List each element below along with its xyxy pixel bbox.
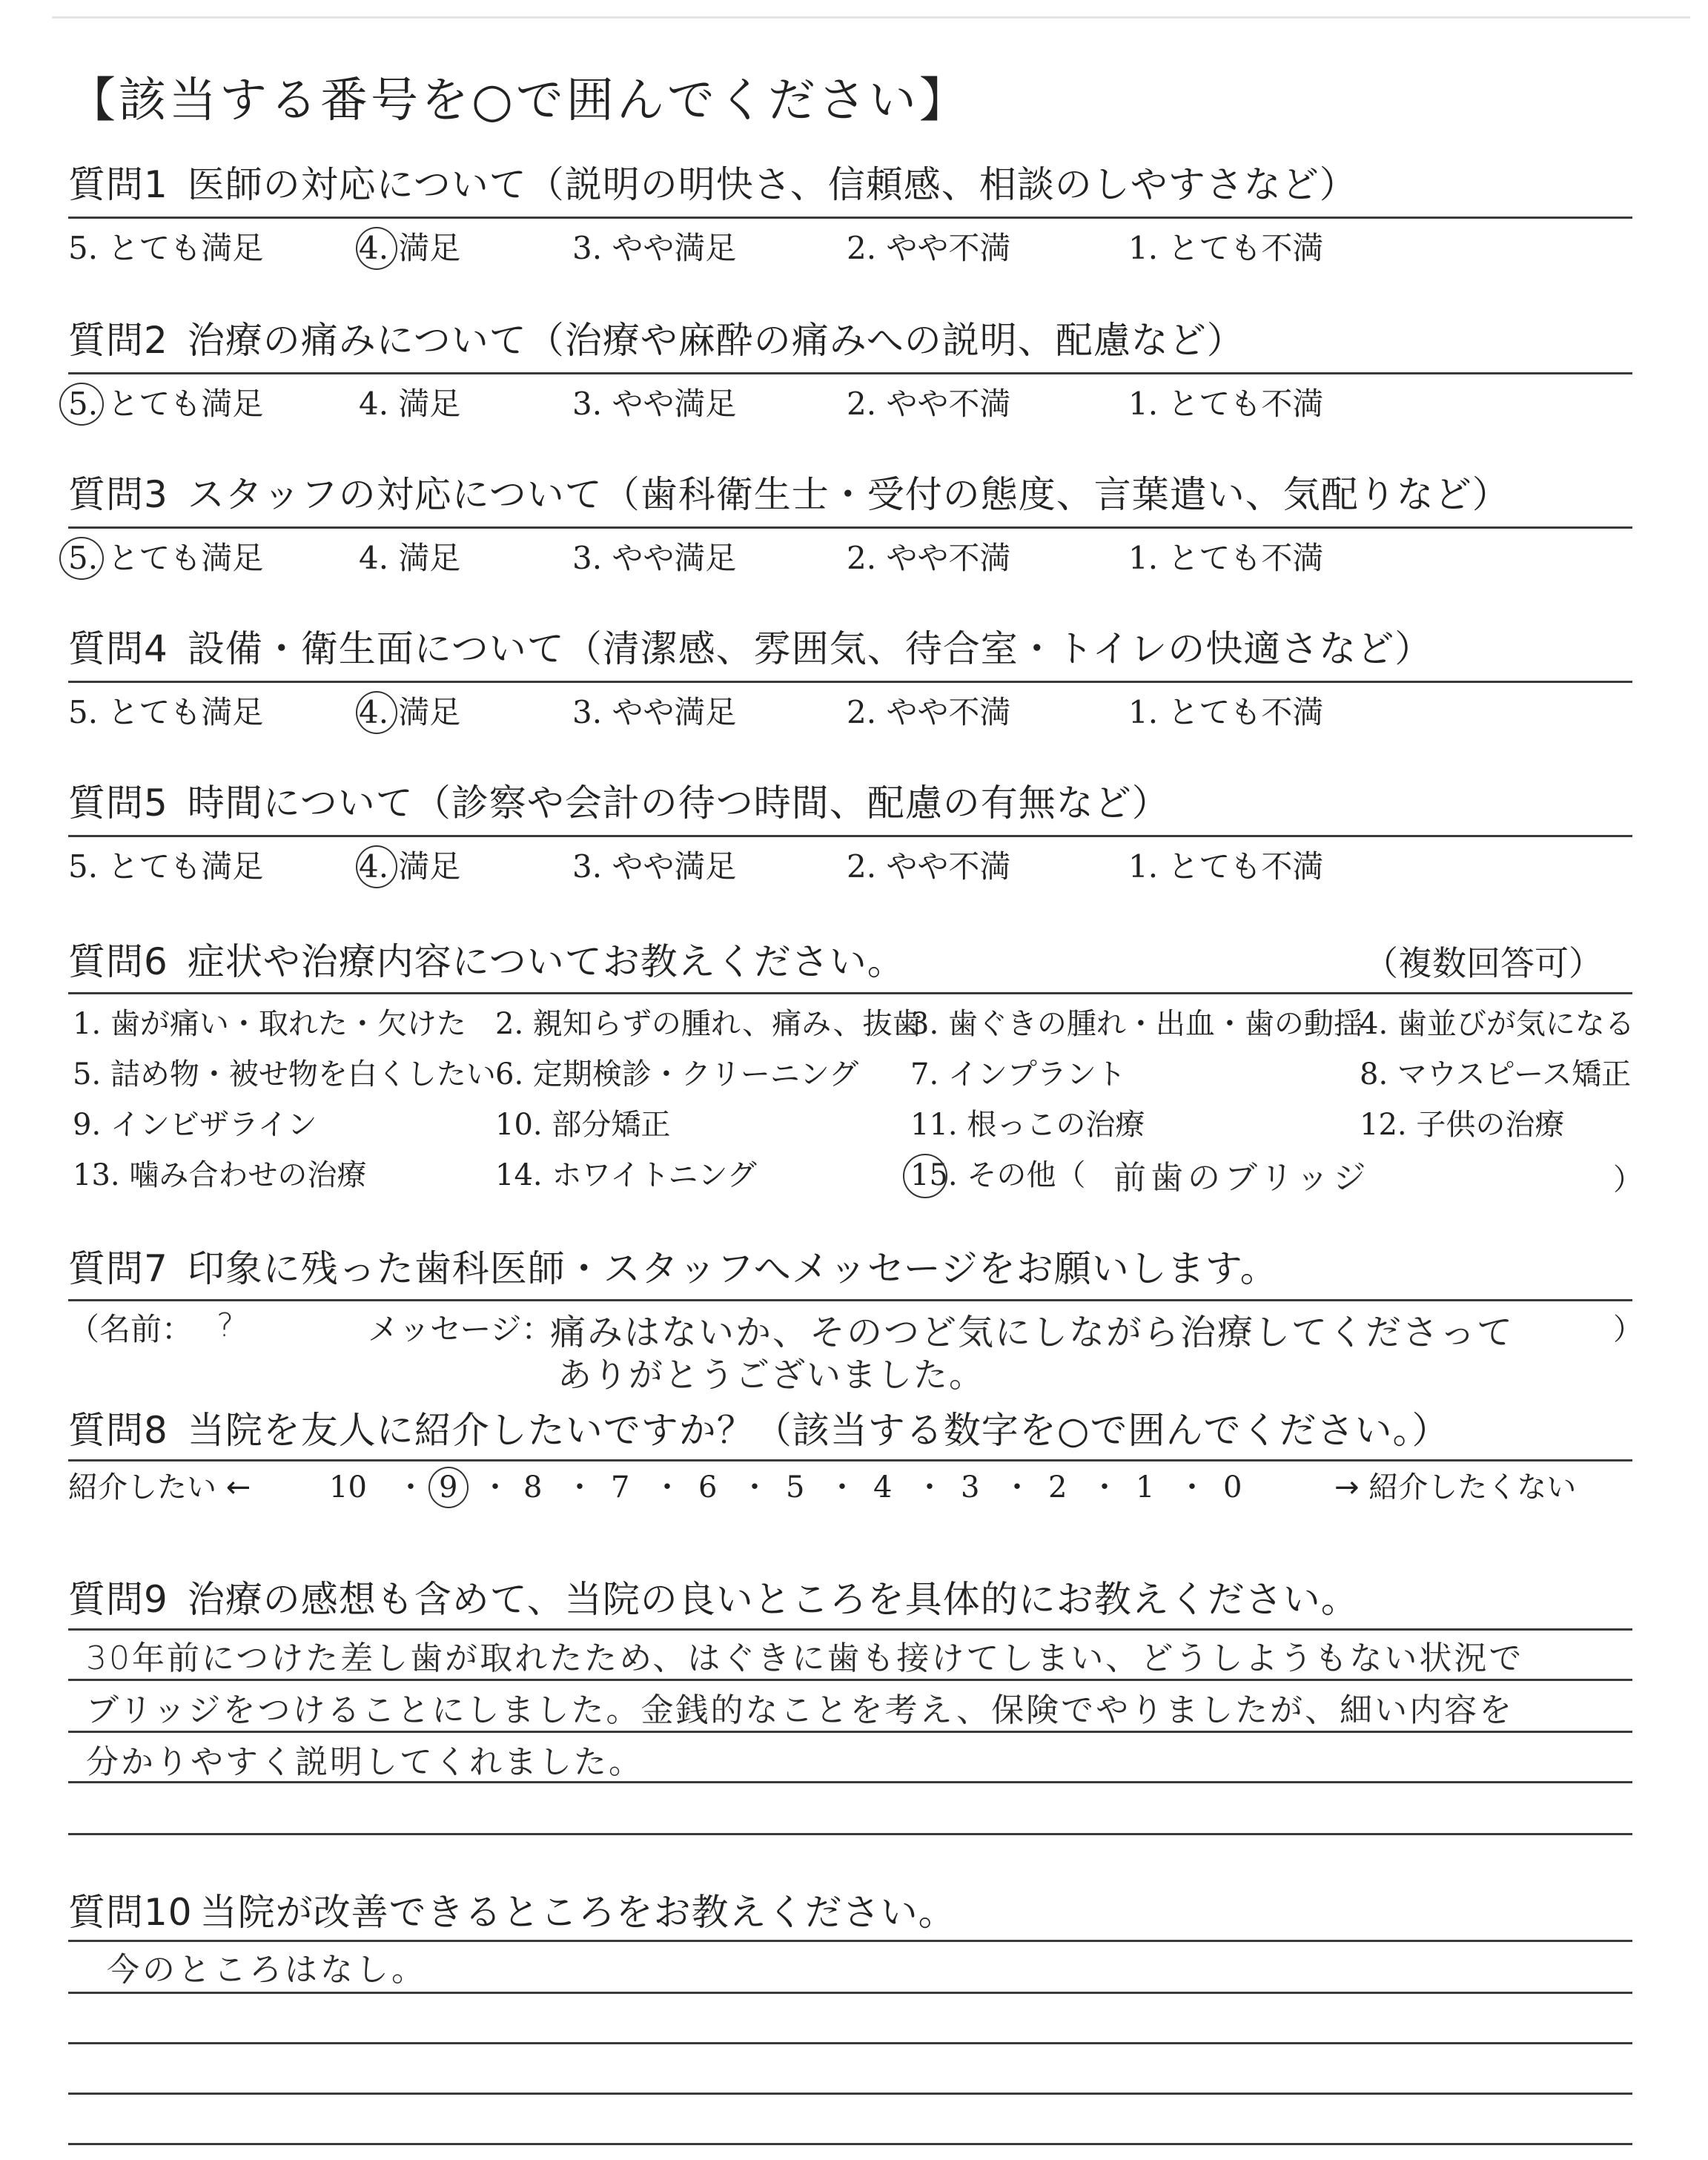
symptom-option-10[interactable]: 10. 部分矯正 xyxy=(495,1108,671,1142)
question-2 xyxy=(68,317,1632,363)
rating-option-3[interactable]: 3. やや満足 xyxy=(572,386,737,422)
rating-options xyxy=(68,691,1632,736)
question-number: 質問8 xyxy=(68,1409,168,1452)
rating-option-5[interactable]: 5. とても満足 xyxy=(68,540,264,576)
rating-option-5[interactable]: 5. とても満足 xyxy=(68,386,264,422)
symptom-option-8[interactable]: 8. マウスピース矯正 xyxy=(1360,1057,1632,1091)
question-rule xyxy=(68,992,1632,994)
question-title xyxy=(68,317,1632,363)
question-7 xyxy=(68,1246,1632,1292)
rating-option-4[interactable]: 4. 満足 xyxy=(359,540,461,576)
question-rule xyxy=(68,681,1632,683)
rating-option-3[interactable]: 3. やや満足 xyxy=(572,694,737,730)
question-title xyxy=(68,1576,1632,1622)
multiple-answer-note: （複数回答可） xyxy=(1364,943,1603,983)
scale-value-0[interactable]: 0 xyxy=(1223,1470,1242,1505)
rating-option-2[interactable]: 2. やや不満 xyxy=(847,386,1011,422)
other-answer-handwriting: 前歯のブリッジ xyxy=(1113,1159,1371,1197)
message-label: メッセージ： xyxy=(368,1311,553,1347)
question-text: 印象に残った歯科医師・スタッフへメッセージをお願いします。 xyxy=(187,1247,1278,1290)
question-number: 質問3 xyxy=(68,473,168,516)
question-text: 当院が改善できるところをお教えください。 xyxy=(199,1891,956,1934)
scale-value-5[interactable]: 5 xyxy=(786,1470,805,1505)
scale-value-1[interactable]: 1 xyxy=(1136,1470,1155,1505)
scale-separator: ・ xyxy=(396,1470,426,1505)
question-title xyxy=(68,1889,1632,1935)
question-number: 質問7 xyxy=(68,1247,168,1290)
symptom-option-12[interactable]: 12. 子供の治療 xyxy=(1360,1108,1565,1142)
answer-line xyxy=(68,1992,1632,1994)
scale-separator: ・ xyxy=(915,1470,944,1505)
scale-value-6[interactable]: 6 xyxy=(698,1470,718,1505)
scale-separator: ・ xyxy=(740,1470,769,1505)
question-rule xyxy=(68,526,1632,529)
rating-option-4[interactable]: 4. 満足 xyxy=(359,694,461,730)
scale-separator: ・ xyxy=(565,1470,595,1505)
question-number: 質問10 xyxy=(68,1891,193,1934)
scale-value-3[interactable]: 3 xyxy=(961,1470,980,1505)
scale-value-10[interactable]: 10 xyxy=(329,1470,367,1505)
rating-option-2[interactable]: 2. やや不満 xyxy=(847,230,1011,266)
scale-value-8[interactable]: 8 xyxy=(523,1470,543,1505)
question-title xyxy=(68,472,1632,518)
scale-value-7[interactable]: 7 xyxy=(611,1470,630,1505)
question-text: 医師の対応について（説明の明快さ、信頼感、相談のしやすさなど） xyxy=(187,163,1357,206)
recommend-scale xyxy=(68,1467,1632,1511)
symptom-option-11[interactable]: 11. 根っこの治療 xyxy=(910,1108,1145,1142)
answer-line xyxy=(68,2042,1632,2044)
rating-option-3[interactable]: 3. やや満足 xyxy=(572,230,737,266)
question-text: 時間について（診察や会計の待つ時間、配慮の有無など） xyxy=(187,782,1170,825)
answer-line xyxy=(68,1833,1632,1835)
answer-line xyxy=(68,2093,1632,2095)
rating-option-1[interactable]: 1. とても不満 xyxy=(1128,694,1324,730)
rating-option-3[interactable]: 3. やや満足 xyxy=(572,848,737,885)
question-number: 質問2 xyxy=(68,319,168,362)
question-title xyxy=(68,1407,1632,1453)
good-points-handwriting-line-2: ブリッジをつけることにしました。金銭的なことを考え、保険でやりましたが、細い内容を xyxy=(86,1691,1515,1729)
name-handwriting: ? xyxy=(216,1307,239,1344)
selected-circle-mark xyxy=(428,1467,469,1508)
scale-separator: ・ xyxy=(827,1470,857,1505)
rating-option-2[interactable]: 2. やや不満 xyxy=(847,540,1011,576)
selected-circle-mark xyxy=(356,227,397,270)
question-number: 質問1 xyxy=(68,163,168,206)
symptom-option-5[interactable]: 5. 詰め物・被せ物を白くしたい xyxy=(73,1057,496,1091)
question-rule xyxy=(68,217,1632,219)
symptom-option-13[interactable]: 13. 噛み合わせの治療 xyxy=(73,1158,367,1192)
question-5 xyxy=(68,780,1632,826)
scale-left-label: 紹介したい ← xyxy=(68,1470,251,1505)
scan-top-edge xyxy=(52,16,1690,19)
question-number: 質問6 xyxy=(68,940,168,983)
rating-option-1[interactable]: 1. とても不満 xyxy=(1128,540,1324,576)
answer-line xyxy=(68,1679,1632,1681)
question-title xyxy=(68,780,1632,826)
scale-right-label: → 紹介したくない xyxy=(1334,1470,1577,1505)
rating-option-5[interactable]: 5. とても満足 xyxy=(68,694,264,730)
good-points-handwriting-line-1: 30年前につけた差し歯が取れたため、はぐきに歯も接けてしまい、どうしようもない状況で xyxy=(86,1639,1524,1677)
question-6 xyxy=(68,939,1632,985)
scale-separator: ・ xyxy=(1002,1470,1032,1505)
question-3 xyxy=(68,472,1632,518)
rating-option-2[interactable]: 2. やや不満 xyxy=(847,848,1011,885)
selected-circle-mark xyxy=(356,691,397,734)
question-1 xyxy=(68,162,1632,208)
question-10 xyxy=(68,1889,1632,1935)
message-handwriting-line-2: ありがとうございました。 xyxy=(557,1355,984,1395)
question-rule xyxy=(68,1459,1632,1462)
name-label: （名前： xyxy=(68,1311,193,1347)
selected-circle-mark xyxy=(59,383,104,426)
rating-options xyxy=(68,383,1632,427)
question-number: 質問5 xyxy=(68,782,168,825)
selected-circle-mark xyxy=(903,1154,947,1198)
rating-option-4[interactable]: 4. 満足 xyxy=(359,230,461,266)
symptom-options xyxy=(68,1005,1643,1228)
answer-line xyxy=(68,1731,1632,1733)
question-9 xyxy=(68,1576,1632,1622)
symptom-option-1[interactable]: 1. 歯が痛い・取れた・欠けた xyxy=(73,1007,466,1041)
question-4 xyxy=(68,626,1632,672)
symptom-option-15[interactable]: 15. その他（ xyxy=(910,1158,1086,1192)
rating-option-2[interactable]: 2. やや不満 xyxy=(847,694,1011,730)
rating-option-4[interactable]: 4. 満足 xyxy=(359,386,461,422)
question-8 xyxy=(68,1407,1632,1453)
question-rule xyxy=(68,835,1632,837)
answer-line xyxy=(68,1940,1632,1942)
rating-option-5[interactable]: 5. とても満足 xyxy=(68,848,264,885)
scale-value-9[interactable]: 9 xyxy=(439,1470,458,1505)
rating-options xyxy=(68,845,1632,890)
question-text: 症状や治療内容についてお教えください。 xyxy=(187,940,905,983)
rating-option-3[interactable]: 3. やや満足 xyxy=(572,540,737,576)
answer-line xyxy=(68,1628,1632,1631)
symptom-option-7[interactable]: 7. インプラント xyxy=(910,1057,1126,1091)
symptom-option-2[interactable]: 2. 親知らずの腫れ、痛み、抜歯 xyxy=(495,1007,922,1041)
improvement-handwriting-line-1: 今のところはなし。 xyxy=(107,1951,427,1989)
good-points-handwriting-line-3: 分かりやすく説明してくれました。 xyxy=(86,1743,643,1781)
question-text: スタッフの対応について（歯科衛生士・受付の態度、言葉遣い、気配りなど） xyxy=(187,473,1510,516)
symptom-option-6[interactable]: 6. 定期検診・クリーニング xyxy=(495,1057,859,1091)
rating-option-1[interactable]: 1. とても不満 xyxy=(1128,848,1324,885)
message-area xyxy=(68,1307,1643,1395)
question-number: 質問4 xyxy=(68,627,168,670)
selected-circle-mark xyxy=(356,845,397,888)
scale-value-2[interactable]: 2 xyxy=(1048,1470,1068,1505)
symptom-option-14[interactable]: 14. ホワイトニング xyxy=(495,1158,757,1192)
rating-options xyxy=(68,227,1632,271)
question-title xyxy=(68,626,1632,672)
question-text: 当院を友人に紹介したいですか？（該当する数字を○で囲んでください。） xyxy=(187,1409,1450,1452)
instruction-header: 【該当する番号を○で囲んでください】 xyxy=(68,73,970,128)
question-title xyxy=(68,1246,1632,1292)
question-rule xyxy=(68,372,1632,374)
question-text: 設備・衛生面について（清潔感、雰囲気、待合室・トイレの快適さなど） xyxy=(187,627,1433,670)
other-close-paren: ） xyxy=(1613,1163,1643,1197)
question-number: 質問9 xyxy=(68,1578,168,1621)
rating-option-1[interactable]: 1. とても不満 xyxy=(1128,230,1324,266)
question-title xyxy=(68,162,1632,208)
scale-separator: ・ xyxy=(480,1470,510,1505)
rating-option-4[interactable]: 4. 満足 xyxy=(359,848,461,885)
symptom-option-3[interactable]: 3. 歯ぐきの腫れ・出血・歯の動揺 xyxy=(910,1007,1363,1041)
scale-value-4[interactable]: 4 xyxy=(873,1470,893,1505)
rating-options xyxy=(68,537,1632,581)
symptom-option-9[interactable]: 9. インビザライン xyxy=(73,1108,317,1142)
question-text: 治療の痛みについて（治療や麻酔の痛みへの説明、配慮など） xyxy=(187,319,1245,362)
answer-line xyxy=(68,2143,1632,2145)
selected-circle-mark xyxy=(59,537,104,580)
rating-option-5[interactable]: 5. とても満足 xyxy=(68,230,264,266)
question-rule xyxy=(68,1299,1632,1301)
question-text: 治療の感想も含めて、当院の良いところを具体的にお教えください。 xyxy=(187,1578,1359,1621)
message-close-paren: ） xyxy=(1613,1312,1643,1347)
rating-option-1[interactable]: 1. とても不満 xyxy=(1128,386,1324,422)
scale-separator: ・ xyxy=(1090,1470,1119,1505)
scale-separator: ・ xyxy=(652,1470,682,1505)
message-handwriting-line-1: 痛みはないか、そのつど気にしながら治療してくださって xyxy=(550,1312,1515,1353)
symptom-option-4[interactable]: 4. 歯並びが気になる xyxy=(1360,1007,1635,1041)
scale-separator: ・ xyxy=(1177,1470,1207,1505)
